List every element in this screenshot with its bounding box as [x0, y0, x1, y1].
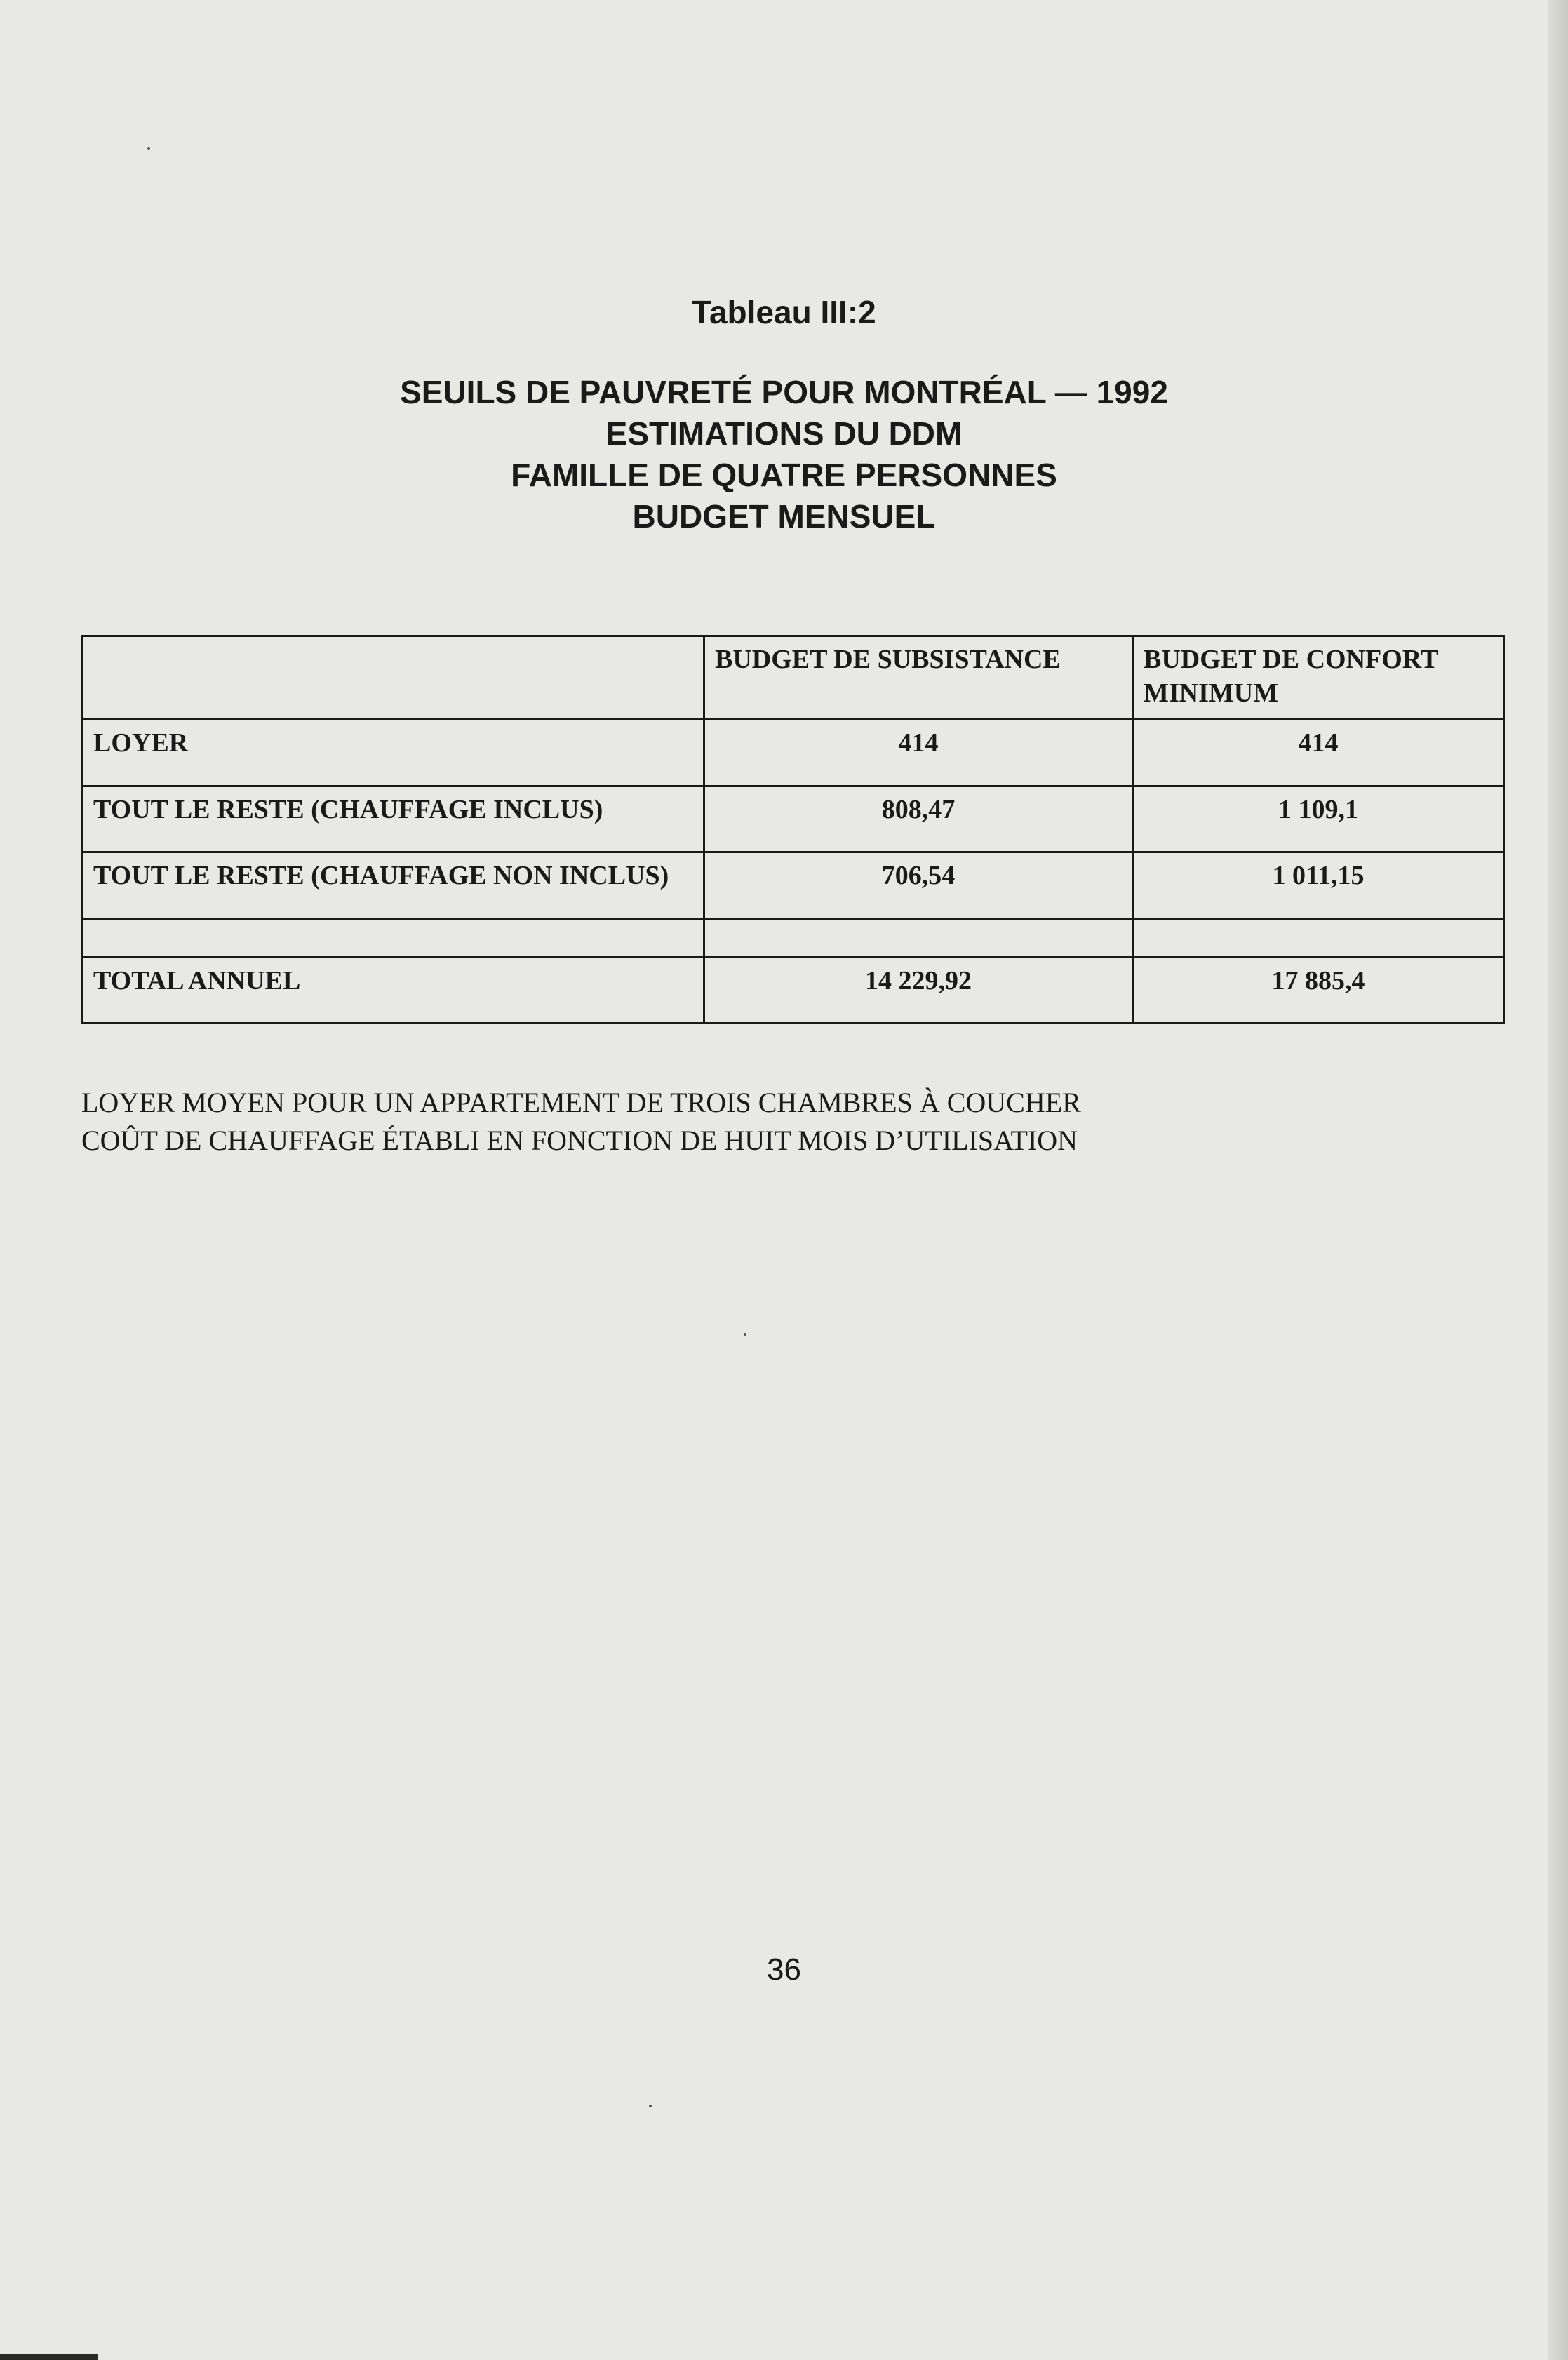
- cell-confort: 17 885,4: [1133, 957, 1504, 1024]
- cell-confort: [1133, 918, 1504, 957]
- table-row: [83, 852, 1504, 919]
- page-edge: [1548, 0, 1568, 2360]
- paper-speck: [649, 2105, 652, 2107]
- cell-subsistance: 414: [704, 720, 1133, 786]
- cell-confort: 414: [1133, 720, 1504, 786]
- cell-subsistance: 706,54: [704, 852, 1133, 919]
- header-subsistance: BUDGET DE SUBSISTANCE: [704, 636, 1133, 720]
- row-label: TOTAL ANNUEL: [83, 957, 704, 1024]
- title-line: ESTIMATIONS DU DDM: [605, 415, 963, 452]
- title-line: BUDGET MENSUEL: [632, 498, 936, 535]
- cell-subsistance: [704, 918, 1133, 957]
- cell-confort: 1 011,15: [1133, 852, 1504, 919]
- page-number: 36: [767, 1952, 801, 1987]
- cell-subsistance: 808,47: [704, 786, 1133, 852]
- budget-table: [81, 635, 1505, 1024]
- table-title: [0, 372, 1568, 537]
- cell-subsistance: 14 229,92: [704, 957, 1133, 1024]
- row-label: LOYER: [83, 720, 704, 786]
- row-label: TOUT LE RESTE (CHAUFFAGE INCLUS): [83, 786, 704, 852]
- cell-confort: 1 109,1: [1133, 786, 1504, 852]
- row-label: TOUT LE RESTE (CHAUFFAGE NON INCLUS): [83, 852, 704, 919]
- table-row-total: [83, 957, 1504, 1024]
- paper-speck: [744, 1333, 746, 1336]
- paper-speck: [147, 147, 150, 150]
- title-line: FAMILLE DE QUATRE PERSONNES: [511, 457, 1057, 493]
- table-header-row: [83, 636, 1504, 720]
- note-line: COÛT DE CHAUFFAGE ÉTABLI EN FONCTION DE HUIT MOIS D’UTILISATION: [81, 1125, 1078, 1156]
- note-line: LOYER MOYEN POUR UN APPARTEMENT DE TROIS CHAMBRES À COUCHER: [81, 1087, 1081, 1118]
- table-row: [83, 720, 1504, 786]
- row-label: [83, 918, 704, 957]
- table-row: [83, 786, 1504, 852]
- table-notes: [81, 1084, 1485, 1160]
- header-label-cell: [83, 636, 704, 720]
- header-confort: BUDGET DE CONFORT MINIMUM: [1133, 636, 1504, 720]
- table-label: Tableau III:2: [692, 294, 876, 330]
- title-line: SEUILS DE PAUVRETÉ POUR MONTRÉAL — 1992: [400, 374, 1168, 410]
- table-row: [83, 918, 1504, 957]
- page-edge-bottom: [0, 2354, 98, 2360]
